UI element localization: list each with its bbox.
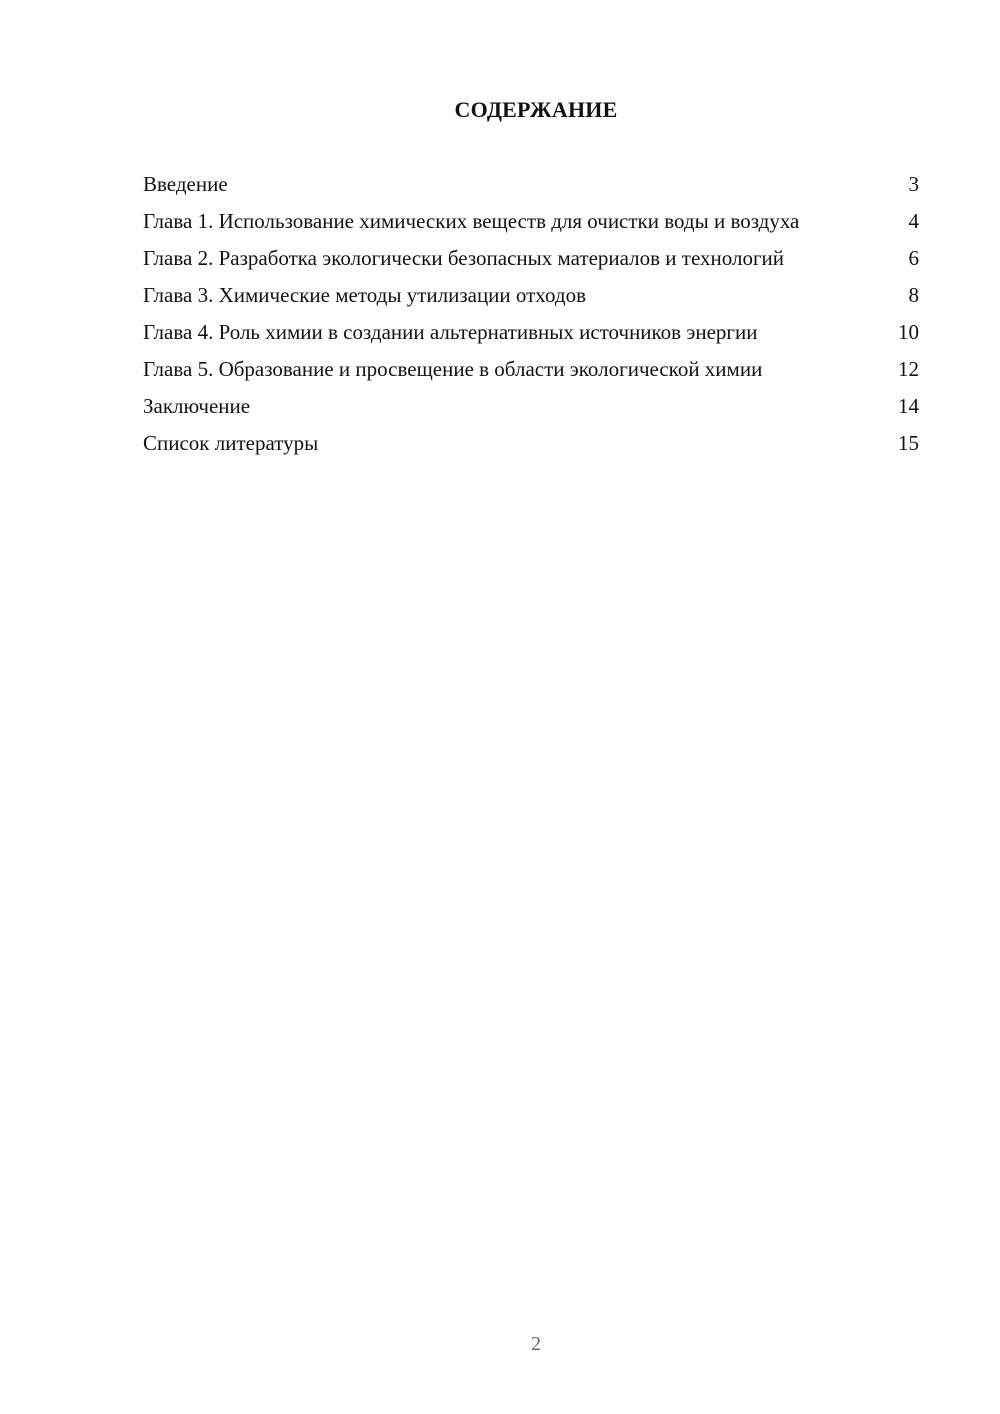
toc-entry-page: 14 xyxy=(898,394,919,418)
toc-entry-page: 15 xyxy=(898,431,919,455)
toc-entry-title: Глава 5. Образование и просвещение в области экологической химии xyxy=(143,357,763,381)
toc-entry-conclusion xyxy=(143,393,919,420)
toc-entry-title: Глава 2. Разработка экологически безопасных материалов и технологий xyxy=(143,246,785,270)
table-of-contents xyxy=(143,171,919,467)
toc-entry-page: 10 xyxy=(898,320,919,344)
toc-entry-page: 3 xyxy=(908,172,919,196)
toc-entry-page: 4 xyxy=(908,209,919,233)
toc-entry-title: Список литературы xyxy=(143,431,319,455)
toc-entry-page: 12 xyxy=(898,357,919,381)
toc-entry-title: Глава 1. Использование химических веществ для очистки воды и воздуха xyxy=(143,209,800,233)
page-title: СОДЕРЖАНИЕ xyxy=(454,97,618,122)
toc-entry-chapter-2 xyxy=(143,245,919,272)
toc-entry-title: Глава 3. Химические методы утилизации отходов xyxy=(143,283,586,307)
toc-entry-references xyxy=(143,430,919,457)
toc-entry-chapter-3 xyxy=(143,282,919,309)
page-number: 2 xyxy=(531,1333,541,1355)
toc-entry-page: 6 xyxy=(908,246,919,270)
toc-entry-introduction xyxy=(143,171,919,198)
toc-entry-title: Заключение xyxy=(143,394,251,418)
toc-entry-chapter-5 xyxy=(143,356,919,383)
toc-entry-title: Введение xyxy=(143,172,228,196)
toc-entry-chapter-1 xyxy=(143,208,919,235)
toc-entry-title: Глава 4. Роль химии в создании альтернативных источников энергии xyxy=(143,320,758,344)
toc-entry-page: 8 xyxy=(908,283,919,307)
toc-entry-chapter-4 xyxy=(143,319,919,346)
